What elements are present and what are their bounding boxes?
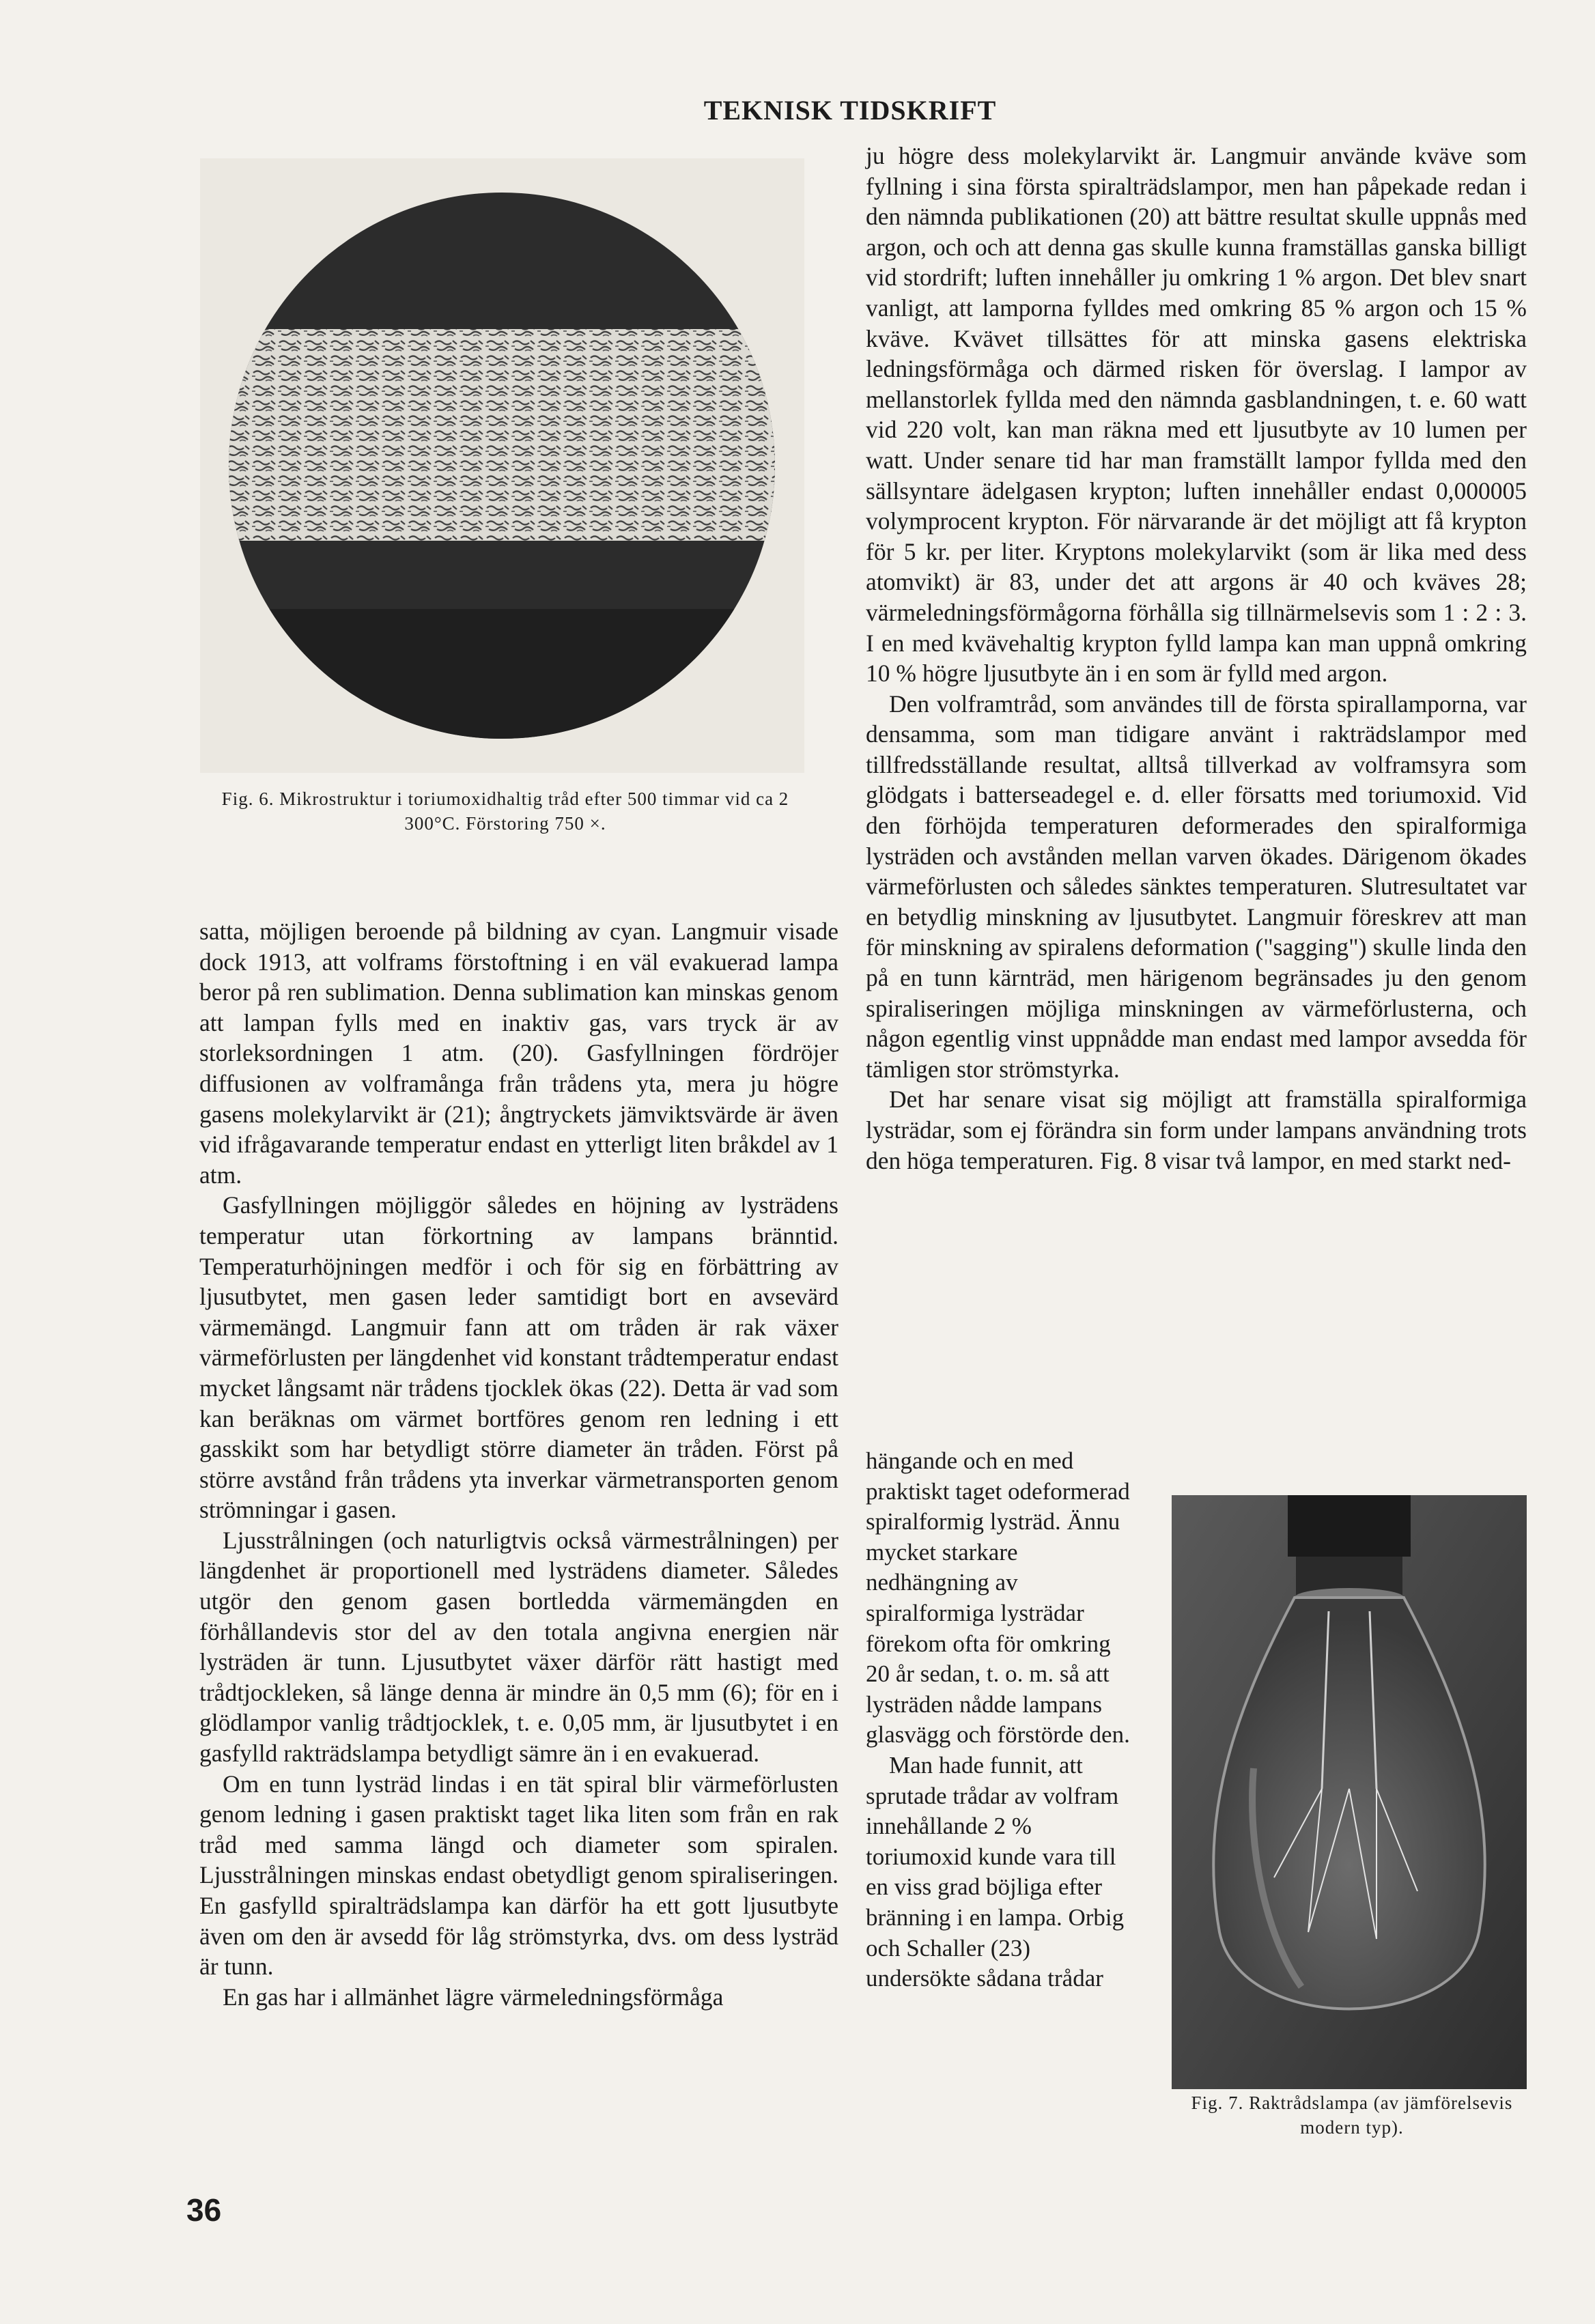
- paragraph: ju högre dess molekylarvikt är. Langmuir använde kväve som fyllning i sina första spiralträdslampor, men han påpekade redan i den nämnda publikationen (20) att bättre resultat skulle uppnås med argon, och och att denna gas skulle kunna framställas ganska billigt vid stordrift; luften innehåller ju omkring 1 % argon. Det blev snart vanligt, att lamporna fylldes med omkring 85 % argon och 15 % kväve. Kvävet tillsättes för att minska gasens elektriska ledningsförmåga och därmed risken för överslag. I lampor av mellanstorlek fyllda med den nämnda gasblandningen, t. e. 60 watt vid 220 volt, kan man räkna med ett ljusutbyte av 10 lumen per watt. Under senare tid har man framställt lampor fyllda med den sällsyntare ädelgasen krypton; luften innehåller endast 0,000005 volymprocent krypton. För närvarande är det möjligt att få krypton för 5 kr. per liter. Kryptons molekylarvikt (som är lika med dess atomvikt) är 83, under det att argons är 40 och kväves 28; värmeledningsförmågorna förhålla sig tillnärmelsevis som 1 : 2 : 3. I en med kvävehaltig krypton fylld lampa kan man uppnå omkring 10 % högre ljusutbyte än i en som är fylld med argon.: [866, 142, 1527, 688]
- paragraph: hängande och en med praktiskt taget odeformerad spiralformig lysträd. Ännu mycket starkare nedhängning av spiralformiga lysträdar förekom ofta för omkring 20 år sedan, t. o. m. så att lysträden nådde lampans glasvägg och förstörde den.: [866, 1447, 1130, 1748]
- right-column-text: [866, 141, 1527, 1176]
- paragraph: satta, möjligen beroende på bildning av cyan. Langmuir visade dock 1913, att volframs förstoftning i en väl evakuerad lampa beror på ren sublimation. Denna sublimation kan minskas genom att lampan fylls med en inaktiv gas, vars tryck är av storleksordningen 1 atm. (20). Gasfyllningen fördröjer diffusionen av volframånga från trådens yta, mera ju högre gasens molekylarvikt är (21); ångtryckets jämviktsvärde är även vid ifrågavarande temperatur endast en ytterligt liten bråkdel av 1 atm.: [199, 918, 838, 1189]
- fig7-caption: Fig. 7. Raktrådslampa (av jämförelsevis modern typ).: [1191, 2093, 1513, 2138]
- paragraph: Det har senare visat sig möjligt att framställa spiralformiga lysträdar, som ej förändra sin form under lampans användning trots den höga temperaturen. Fig. 8 visar två lampor, en med starkt ned-: [866, 1086, 1527, 1174]
- page-number: 36: [186, 2192, 222, 2228]
- micrograph-figure: [200, 158, 804, 773]
- paragraph: Om en tunn lysträd lindas i en tät spiral blir värmeförlusten genom ledning i gasen praktiskt taget lika liten som från en rak tråd med samma längd och diameter som spiralen. Ljusstrålningen minskas endast obetydligt genom spiraliseringen. En gasfylld spiralträdslampa kan därför ha ett gott ljusutbyte även om den är avsedd för låg strömstyrka, dvs. om dess lysträd är tunn.: [199, 1770, 838, 1981]
- left-column-text: [199, 916, 838, 2012]
- paragraph: Man hade funnit, att sprutade trådar av volfram innehållande 2 % toriumoxid kunde vara till en viss grad böjliga efter bränning i en lampa. Orbig och Schaller (23) undersökte sådana trådar: [866, 1751, 1125, 1992]
- fig6-caption: Fig. 6. Mikrostruktur i toriumoxidhaltig tråd efter 500 timmar vid ca 2 300°C. Förstoring 750 ×.: [221, 789, 789, 834]
- paragraph: Gasfyllningen möjliggör således en höjning av lysträdens temperatur utan förkortning av lampans bränntid. Temperaturhöjningen medför i och för sig en förbättring av ljusutbytet, men gasen leder samtidigt bort en avsevärd värmemängd. Langmuir fann att om tråden är rak växer värmeförlusten per längdenhet vid konstant trådtemperatur endast mycket långsamt när trådens tjocklek ökas (22). Detta är vad som kan beräknas om värmet bortföres genom ren ledning i ett gasskikt som har betydligt större diameter än tråden. Först på större avstånd från trådens yta inverkar värmetransporten genom strömningar i gasen.: [199, 1191, 838, 1524]
- paragraph: En gas har i allmänhet lägre värmeledningsförmåga: [223, 1983, 724, 2011]
- paragraph: Ljusstrålningen (och naturligtvis också värmestrålningen) per längdenhet är proportionell med lysträdens diameter. Således utgör den genom gasen bortledda värmemängden en förhållandevis stor del av den totala angivna energien när lysträden är tunn. Ljusutbytet växer därför rätt hastigt med trådtjockleken, så länge denna är mindre än 0,5 mm (6); för en i glödlampor vanlig trådtjocklek, t. e. 0,05 mm, är ljusutbytet i en gasfylld rakträdslampa betydligt sämre än i en evakuerad.: [199, 1526, 838, 1768]
- paragraph: Den volframtråd, som användes till de första spirallamporna, var densamma, som man tidigare använt i rakträdslampor med tillfredsställande resultat, alltså tillverkad av volframsyra som glödgats i batterseadegel e. d. eller försatts med toriumoxid. Vid den förhöjda temperaturen deformerades den spiralformiga lysträden och avstånden mellan varven ökades. Därigenom ökades värmeförlusten och således sänktes temperaturen. Slutresultatet var en betydlig minskning av ljusutbytet. Langmuir föreskrev att man för minskning av spiralens deformation ("sagging") skulle linda den på en tunn kärnträd, men härigenom begränsades ju den genom spiraliseringen möjliga minskningen av värmeförlusterna, och någon egentlig vinst uppnådde man endast med lampor avsedda för tämligen stor strömstyrka.: [866, 690, 1527, 1083]
- right-column-narrow-text: [866, 1446, 1133, 1994]
- journal-masthead: TEKNISK TIDSKRIFT: [703, 95, 997, 126]
- lamp-photo-figure: [1172, 1495, 1527, 2089]
